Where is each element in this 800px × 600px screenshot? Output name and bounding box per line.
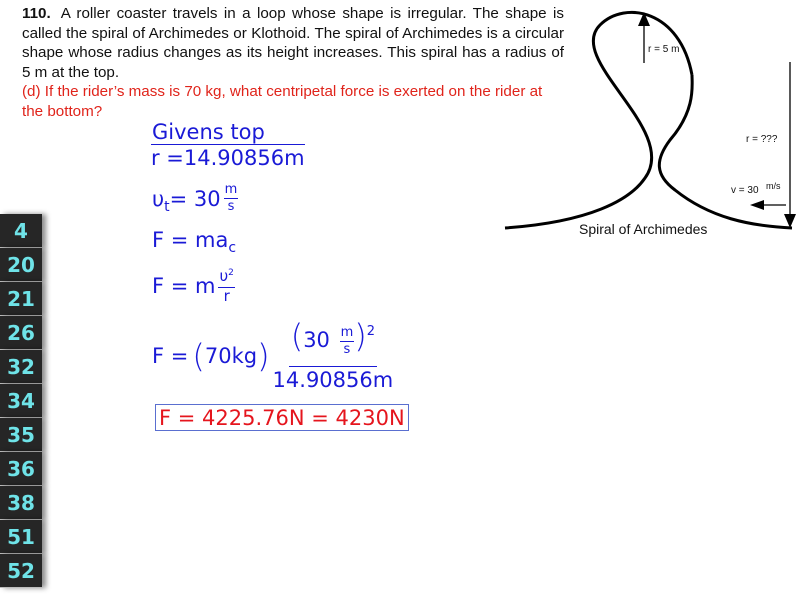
velocity-value: = 30 <box>169 186 221 211</box>
eq2-text: F = m <box>152 274 216 298</box>
force-equation-2 <box>152 268 235 304</box>
spiral-diagram <box>470 0 800 250</box>
eq1-text: F = ma <box>152 228 229 252</box>
down-arrow-icon <box>784 214 796 228</box>
nav-item-38[interactable]: 38 <box>0 486 42 520</box>
slide-nav <box>0 214 42 588</box>
nav-item-51[interactable]: 51 <box>0 520 42 554</box>
nav-item-34[interactable]: 34 <box>0 384 42 418</box>
nav-item-36[interactable]: 36 <box>0 452 42 486</box>
eq3-fraction: (30 $\frac{m}{s}$ )$^2$ 14.90856m <box>272 317 394 392</box>
bottom-radius-label: r = ??? <box>746 134 778 145</box>
eq3-mass: 70kg <box>204 343 258 368</box>
velocity-symbol: υ <box>152 186 165 211</box>
eq3-text: F = <box>152 343 189 368</box>
top-radius-label: r = 5 m <box>648 44 680 55</box>
diagram-caption: Spiral of Archimedes <box>579 221 708 237</box>
nav-item-32[interactable]: 32 <box>0 350 42 384</box>
force-equation-3: F = ( 70kg ) (30 $\frac{m}{s}$ )$^2$ 14.90856m <box>152 317 394 392</box>
velocity-label: v = 30 <box>731 185 759 196</box>
problem-number: 110. <box>22 5 51 22</box>
problem-question: (d) If the rider’s mass is 70 kg, what centripetal force is exerted on the rider at the bottom? <box>22 83 543 120</box>
velocity-unit: $\frac{m}{s}$ <box>224 182 238 214</box>
radius-value: r =14.90856m <box>151 146 305 170</box>
eq1-subscript: c <box>228 240 237 256</box>
nav-item-4[interactable]: 4 <box>0 214 42 248</box>
velocity-subscript: t <box>164 198 170 215</box>
nav-item-21[interactable]: 21 <box>0 282 42 316</box>
nav-item-20[interactable]: 20 <box>0 248 42 282</box>
velocity-unit-label: m/s <box>766 181 781 191</box>
nav-item-35[interactable]: 35 <box>0 418 42 452</box>
problem-text: A roller coaster travels in a loop whose shape is irregular. The shape is called the spiral of Archimedes or Klothoid. The spiral of Archimedes is a circular shape whose radius changes as its height increases. This spiral has a radius of 5 m at the top. <box>22 5 564 81</box>
left-arrow-icon <box>750 200 764 210</box>
givens-title: Givens top <box>152 120 265 144</box>
force-equation-1 <box>152 228 237 256</box>
velocity-equation <box>152 182 238 215</box>
final-answer-box: F = 4225.76N = 4230N <box>155 404 409 431</box>
nav-item-26[interactable]: 26 <box>0 316 42 350</box>
givens-block <box>152 120 305 170</box>
eq2-fraction: $\frac{\upsilon^2}{r}$ <box>219 267 234 305</box>
nav-item-52[interactable]: 52 <box>0 554 42 588</box>
